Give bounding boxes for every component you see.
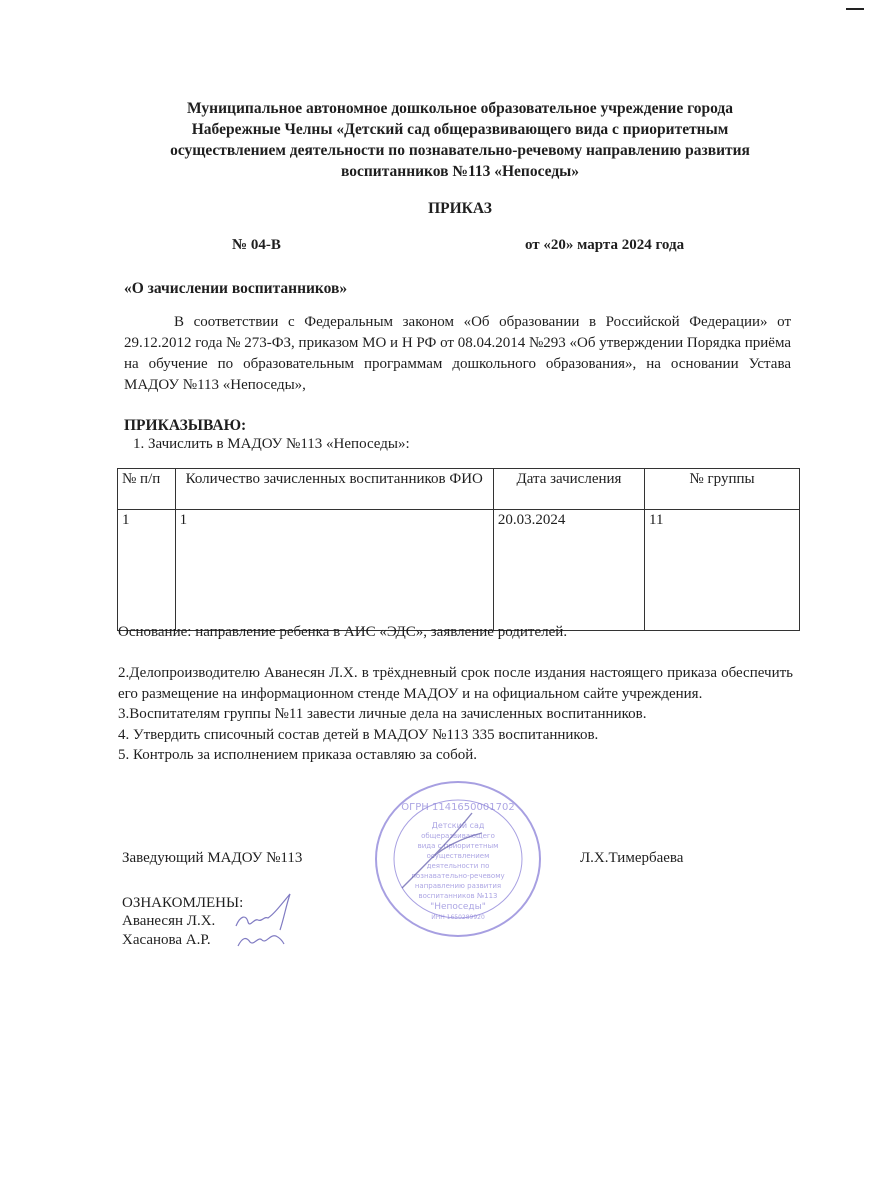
cell-number: 1	[118, 510, 176, 631]
svg-text:деятельности по: деятельности по	[426, 862, 490, 870]
clause-3: 3.Воспитателям группы №11 завести личные дела на зачисленных воспитанников.	[118, 706, 647, 722]
cell-date: 20.03.2024	[493, 510, 644, 631]
handwritten-signature-icon	[228, 888, 308, 950]
svg-text:осуществлением: осуществлением	[426, 852, 490, 860]
svg-text:направлению развития: направлению развития	[414, 882, 502, 890]
basis-text: Основание: направление ребенка в АИС «ЭДС», заявление родителей.	[118, 624, 568, 640]
order-date: от «20» марта 2024 года	[525, 237, 685, 253]
svg-text:общеразвивающего: общеразвивающего	[421, 832, 495, 840]
svg-text:ИНН 1650289920: ИНН 1650289920	[431, 914, 485, 921]
signer-title: Заведующий МАДОУ №113	[122, 850, 303, 866]
col-header-date: Дата зачисления	[493, 469, 644, 510]
orders-label: ПРИКАЗЫВАЮ:	[124, 417, 247, 434]
acknowledged-person-2: Хасанова А.Р.	[122, 932, 211, 948]
acknowledged-person-1: Аванесян Л.Х.	[122, 913, 216, 929]
table-row	[118, 510, 800, 631]
stamp-ogrn: ОГРН 1141650001702	[401, 802, 515, 813]
order-item-1: 1. Зачислить в МАДОУ №113 «Непоседы»:	[133, 436, 410, 452]
header-line-2: Набережные Челны «Детский сад общеразвивающего вида с приоритетным	[191, 121, 729, 138]
table-header-row	[118, 469, 800, 510]
order-number: № 04-В	[232, 237, 281, 253]
clause-4: 4. Утвердить списочный состав детей в МАДОУ №113 335 воспитанников.	[118, 726, 599, 743]
official-stamp-icon	[372, 778, 544, 940]
cell-group: 11	[645, 510, 800, 631]
preamble-paragraph: В соответствии с Федеральным законом «Об образовании в Российской Федерации» от 29.12.2012 года № 273-ФЗ, приказом МО и Н РФ от 08.04.2014 №293 «Об утверждении Порядка приёма на обучение по образовательным программам дошкольного образования», на основании Устава МАДОУ №113 «Непоседы»,	[124, 314, 792, 393]
clause-2: 2.Делопроизводителю Аванесян Л.Х. в трёхдневный срок после издания настоящего приказа обеспечить его размещение на информационном стенде МАДОУ и на официальном сайте учреждения.	[118, 665, 793, 702]
order-clauses	[118, 663, 793, 766]
order-subject: «О зачислении воспитанников»	[124, 280, 348, 297]
acknowledged-label: ОЗНАКОМЛЕНЫ:	[122, 895, 244, 911]
header-line-4: воспитанников №113 «Непоседы»	[340, 163, 580, 180]
header-line-1: Муниципальное автономное дошкольное образовательное учреждение города	[187, 100, 733, 117]
col-header-count-name: Количество зачисленных воспитанников ФИО	[175, 469, 493, 510]
col-header-group: № группы	[645, 469, 800, 510]
svg-text:"Непоседы": "Непоседы"	[430, 902, 486, 912]
signer-name: Л.Х.Тимербаева	[580, 850, 684, 866]
institution-header	[120, 98, 800, 182]
page-edge-mark	[846, 8, 864, 10]
svg-text:вида с приоритетным: вида с приоритетным	[417, 842, 499, 850]
col-header-number: № п/п	[118, 469, 176, 510]
svg-text:Детский сад: Детский сад	[431, 821, 485, 830]
cell-count: 1	[175, 510, 493, 631]
header-line-3: осуществлением деятельности по познавательно-речевому направлению развития	[170, 142, 750, 159]
enrollment-table	[117, 468, 800, 631]
svg-text:воспитанников №113: воспитанников №113	[418, 892, 498, 900]
clause-5: 5. Контроль за исполнением приказа оставляю за собой.	[118, 747, 478, 763]
svg-text:познавательно-речевому: познавательно-речевому	[411, 872, 505, 880]
document-title: ПРИКАЗ	[428, 200, 492, 217]
